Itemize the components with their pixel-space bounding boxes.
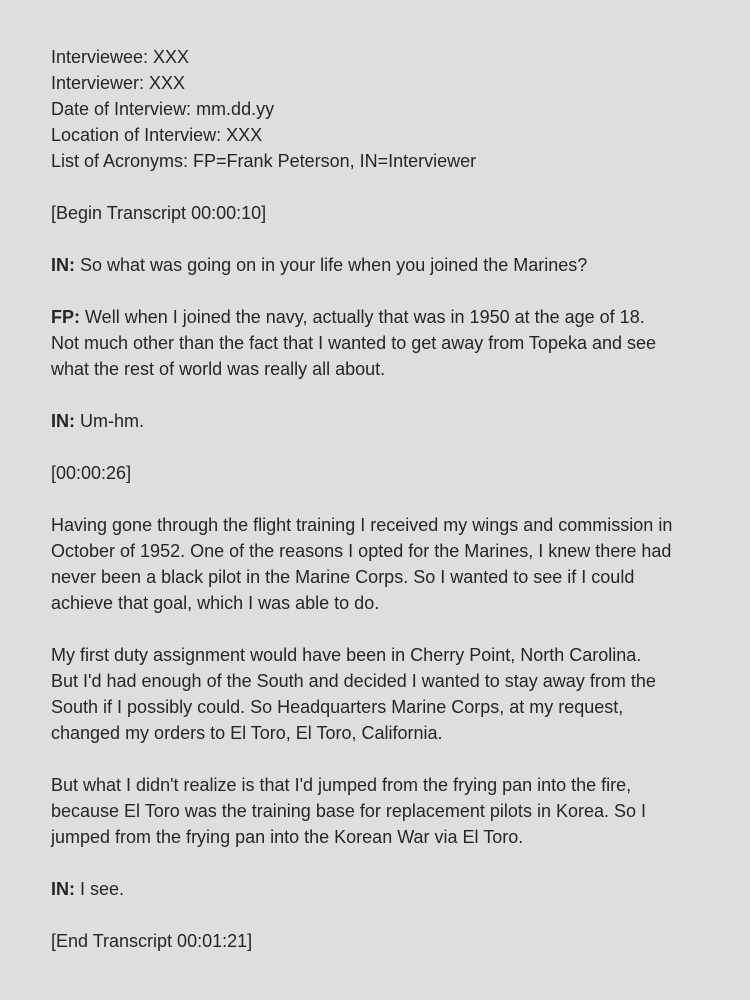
dialogue-turn — [51, 408, 710, 434]
turn-text: So what was going on in your life when you joined the Marines? — [80, 255, 588, 275]
begin-transcript-marker: [Begin Transcript 00:00:10] — [51, 203, 267, 223]
answer-paragraph: My first duty assignment would have been in Cherry Point, North Carolina. But I'd had enough of the South and decided I wanted to stay away from the South if I possibly could. So Headquarters Marine Corps, at my request, changed my orders to El Toro, El Toro, California. — [51, 645, 656, 743]
speaker-label: IN: — [51, 255, 75, 275]
acronyms-line: List of Acronyms: FP=Frank Peterson, IN=Interviewer — [51, 151, 477, 171]
turn-text: Um-hm. — [80, 411, 145, 431]
speaker-label: IN: — [51, 411, 75, 431]
interviewer-line: Interviewer: XXX — [51, 73, 186, 93]
turn-text: I see. — [80, 879, 125, 899]
turn-text: Well when I joined the navy, actually that was in 1950 at the age of 18. — [85, 307, 645, 327]
turn-text: Not much other than the fact that I wanted to get away from Topeka and see — [51, 333, 657, 353]
dialogue-turn — [51, 304, 710, 382]
end-transcript-marker: [End Transcript 00:01:21] — [51, 931, 253, 951]
interview-date-line: Date of Interview: mm.dd.yy — [51, 99, 275, 119]
speaker-label: FP: — [51, 307, 80, 327]
interviewee-line: Interviewee: XXX — [51, 47, 190, 67]
transcript-header — [51, 44, 710, 174]
answer-paragraph: But what I didn't realize is that I'd jumped from the frying pan into the fire, because El Toro was the training base for replacement pilots in Korea. So I jumped from the frying pan into the Korean War via El Toro. — [51, 775, 647, 847]
dialogue-turn — [51, 876, 710, 902]
speaker-label: IN: — [51, 879, 75, 899]
turn-text: what the rest of world was really all about. — [51, 359, 386, 379]
interview-location-line: Location of Interview: XXX — [51, 125, 263, 145]
timestamp-marker: [00:00:26] — [51, 463, 132, 483]
dialogue-turn — [51, 252, 710, 278]
answer-paragraph: Having gone through the flight training I received my wings and commission in October of 1952. One of the reasons I opted for the Marines, I knew there had never been a black pilot in the Marine Corps. So I wanted to see if I could achieve that goal, which I was able to do. — [51, 515, 673, 613]
